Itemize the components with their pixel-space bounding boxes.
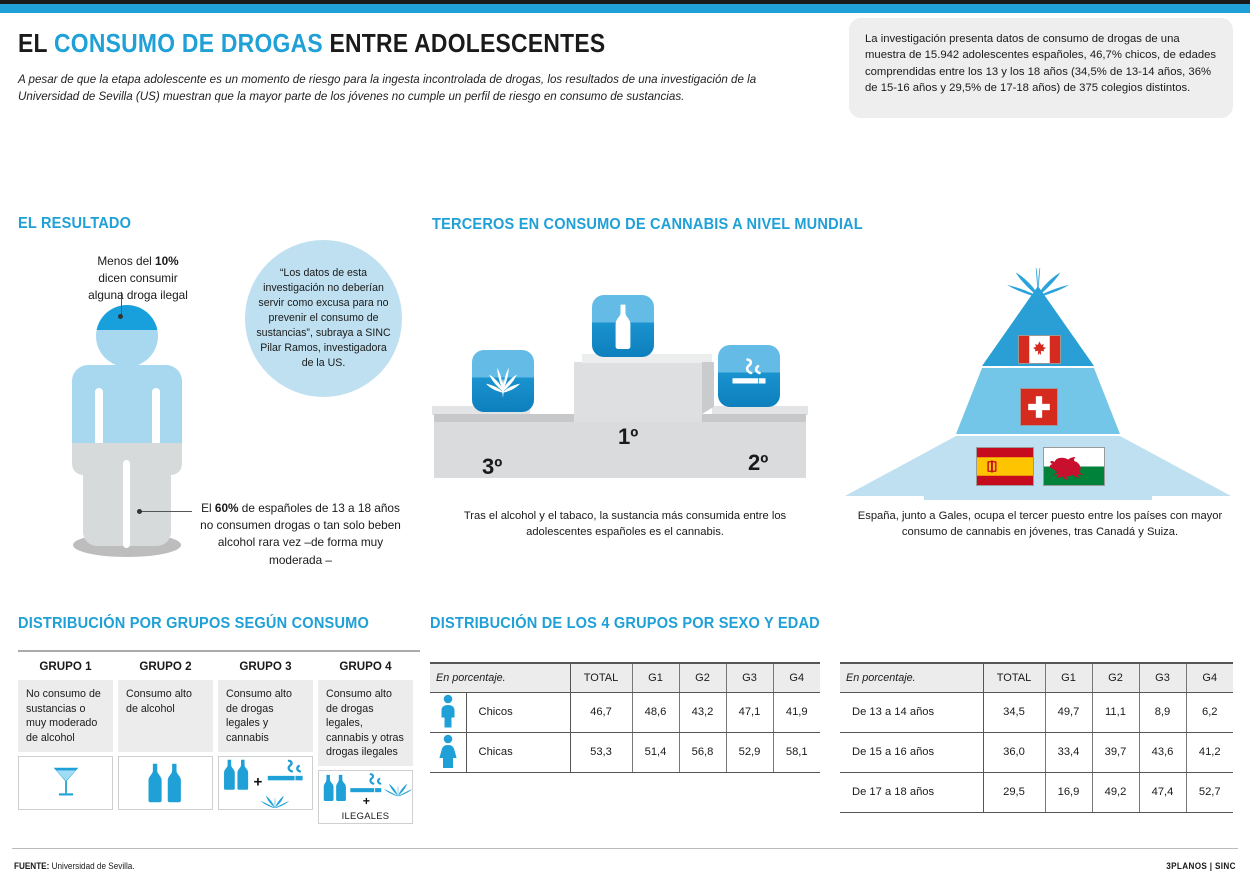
page-subtitle: A pesar de que la etapa adolescente es un momento de riesgo para la ingesta incontrolada de drogas, los resultados de una investigación de la Universidad de Sevilla (US) muestran que la mayor parte de los jóvenes no cumple un perfil de riesgo en consumo de sustancias. <box>18 73 757 104</box>
table-row <box>430 732 820 772</box>
table-sexo-note: En porcentaje. <box>430 663 570 692</box>
cannabis-leaf-icon <box>472 350 534 412</box>
table-edad-row-2-g3: 47,4 <box>1139 772 1186 812</box>
table-edad-row-1-total: 36,0 <box>983 732 1045 772</box>
pyramid-shape <box>840 268 1236 500</box>
cigarette-icon <box>267 761 302 781</box>
grupo-1-head: GRUPO 1 <box>39 659 92 673</box>
cannabis-leaf-icon <box>384 784 412 797</box>
caption-top-line1: Menos del <box>97 254 156 268</box>
table-sexo-row-0-g3: 47,1 <box>726 692 773 732</box>
wales-flag <box>1043 447 1105 486</box>
table-edad-row-0-g4: 6,2 <box>1186 692 1233 732</box>
table-edad-row-1-g4: 41,2 <box>1186 732 1233 772</box>
header <box>18 28 818 106</box>
caption-top-line2: dicen consumir <box>98 271 178 286</box>
grupo-column-2 <box>118 652 213 824</box>
canada-flag <box>1018 335 1061 364</box>
table-edad-col-g1: G1 <box>1045 663 1092 692</box>
section-heading-terceros: TERCEROS EN CONSUMO DE CANNABIS A NIVEL MUNDIAL <box>432 216 863 233</box>
podium-caption: Tras el alcohol y el tabaco, la sustancia más consumida entre los adolescentes españoles es el cannabis. <box>463 510 787 539</box>
spain-flag <box>976 447 1034 486</box>
table-sexo-row-1-g4: 58,1 <box>773 732 820 772</box>
figure-leg-gap <box>123 460 130 548</box>
table-sexo-row-0-g4: 41,9 <box>773 692 820 732</box>
table-sexo-header-row <box>430 663 820 692</box>
grupo-3-desc: Consumo alto de drogas legales y cannabis <box>218 680 313 752</box>
male-icon <box>430 692 466 732</box>
table-sexo <box>430 662 820 773</box>
section-heading-grupos: DISTRIBUCIÓN POR GRUPOS SEGÚN CONSUMO <box>18 615 370 632</box>
footer-brand: 3PLANOS | SINC <box>1166 861 1236 872</box>
caption-bottom-bold: 60% <box>214 501 239 515</box>
grupo-3-icons <box>218 756 313 810</box>
table-sexo-col-g3: G3 <box>726 663 773 692</box>
caption-top-line3: alguna droga ilegal <box>88 288 188 303</box>
table-row <box>840 692 1233 732</box>
table-edad-row-2-g1: 16,9 <box>1045 772 1092 812</box>
podium-rank-2: 2º <box>748 450 769 475</box>
footer-divider <box>12 848 1238 849</box>
footer-source-label: FUENTE: <box>14 861 50 872</box>
table-sexo-row-1-total: 53,3 <box>570 732 632 772</box>
caption-no-drugs <box>193 500 408 569</box>
caption-top-bold: 10% <box>155 254 179 268</box>
caption-bottom-pre: El <box>201 501 215 515</box>
page-title <box>18 28 722 59</box>
table-sexo-row-0-g2: 43,2 <box>679 692 726 732</box>
bottle-icon <box>592 295 654 357</box>
table-sexo-row-1-g1: 51,4 <box>632 732 679 772</box>
table-sexo-row-0-label: Chicos <box>466 692 570 732</box>
figure-head-bottom-segment <box>96 330 158 367</box>
leader-dot-bottom <box>137 509 142 514</box>
table-sexo-row-1-label: Chicas <box>466 732 570 772</box>
table-edad-row-2-g4: 52,7 <box>1186 772 1233 812</box>
table-edad-row-0-label: De 13 a 14 años <box>840 692 983 732</box>
table-edad-row-2-label: De 17 a 18 años <box>840 772 983 812</box>
table-edad-col-g2: G2 <box>1092 663 1139 692</box>
female-icon <box>430 732 466 772</box>
podium-rank-1: 1º <box>618 424 639 449</box>
figure-torso <box>72 365 182 443</box>
pyramid-chart <box>840 268 1236 498</box>
table-edad-row-1-g2: 39,7 <box>1092 732 1139 772</box>
grupo-2-desc: Consumo alto de alcohol <box>118 680 213 752</box>
figure-head-top-segment <box>96 305 158 330</box>
bottle-icon <box>324 775 346 801</box>
grupo-2-head: GRUPO 2 <box>139 659 192 673</box>
grupo-column-3 <box>218 652 313 824</box>
cannabis-leaf-icon <box>260 796 289 808</box>
table-sexo-row-0-total: 46,7 <box>570 692 632 732</box>
bottle-pair-icon <box>143 762 189 804</box>
top-blue-bar <box>0 4 1250 13</box>
podium-step-1-side <box>702 362 714 414</box>
table-row <box>430 692 820 732</box>
table-sexo-col-g4: G4 <box>773 663 820 692</box>
figure-arm-gap-left <box>95 388 103 446</box>
podium-rank-3: 3º <box>482 454 503 479</box>
grupo-4-icon-group <box>322 773 414 805</box>
cigarette-icon <box>350 774 381 792</box>
pyramid-caption: España, junto a Gales, ocupa el tercer puesto entre los países con mayor consumo de cannabis en jóvenes, tras Canadá y Suiza. <box>857 510 1223 539</box>
table-edad <box>840 662 1233 813</box>
podium-chart <box>430 240 820 500</box>
table-edad-col-g4: G4 <box>1186 663 1233 692</box>
title-part-accent: CONSUMO DE DROGAS <box>53 28 323 58</box>
plus-sign: + <box>253 773 262 791</box>
caption-illegal-drugs <box>58 253 218 304</box>
leader-dot-top <box>118 314 123 319</box>
leader-line-bottom <box>140 511 192 512</box>
table-edad-header-row <box>840 663 1233 692</box>
caption-bottom-post: de españoles de 13 a 18 años no consumen drogas o tan solo beben alcohol rara vez –de forma muy moderada – <box>200 501 401 567</box>
grupo-column-4 <box>318 652 413 824</box>
grupo-4-footer-label: ILEGALES <box>341 809 390 821</box>
grupo-3-icon-group <box>221 758 311 808</box>
grupo-column-1 <box>18 652 113 824</box>
table-edad-row-2-g2: 49,2 <box>1092 772 1139 812</box>
section-heading-resultado: EL RESULTADO <box>18 215 132 232</box>
person-figure-icon <box>60 305 195 555</box>
table-edad-note: En porcentaje. <box>840 663 983 692</box>
podium-step-1 <box>574 362 702 422</box>
table-edad-col-g3: G3 <box>1139 663 1186 692</box>
table-row <box>840 732 1233 772</box>
figure-head <box>96 305 158 367</box>
table-edad-row-2-total: 29,5 <box>983 772 1045 812</box>
table-edad-col-total: TOTAL <box>983 663 1045 692</box>
grupo-4-desc: Consumo alto de drogas legales, cannabis y otras drogas ilegales <box>318 680 413 766</box>
figure-arm-gap-right <box>152 388 160 446</box>
table-sexo-row-1-g2: 56,8 <box>679 732 726 772</box>
table-sexo-row-0-g1: 48,6 <box>632 692 679 732</box>
grupo-4-icons <box>318 770 413 824</box>
table-edad-row-0-g2: 11,1 <box>1092 692 1139 732</box>
grupos-columns <box>18 652 413 824</box>
table-sexo-row-1-g3: 52,9 <box>726 732 773 772</box>
section-heading-sexo-edad: DISTRIBUCIÓN DE LOS 4 GRUPOS POR SEXO Y EDAD <box>430 615 820 632</box>
table-sexo-col-total: TOTAL <box>570 663 632 692</box>
grupo-2-icons <box>118 756 213 810</box>
switzerland-flag <box>1020 388 1058 426</box>
table-edad-row-0-total: 34,5 <box>983 692 1045 732</box>
study-info-text: La investigación presenta datos de consumo de drogas de una muestra de 15.942 adolescentes españoles, 46,7% chicos, de edades comprendidas entre los 13 y los 18 años (34,5% de 13-14 años, 36% de 15-16 años y 29,5% de 17-18 años) de 375 colegios distintos. <box>865 33 1217 95</box>
quote-text: “Los datos de esta investigación no deberían servir como excusa para no prevenir el consumo de sustancias”, subraya a SINC Pilar Ramos, investigadora de la US. <box>256 266 391 370</box>
cocktail-glass-icon <box>51 763 81 804</box>
footer-source <box>14 861 135 872</box>
grupo-1-desc: No consumo de sustancias o muy moderado de alcohol <box>18 680 113 752</box>
table-edad-row-0-g3: 8,9 <box>1139 692 1186 732</box>
grupo-3-head: GRUPO 3 <box>239 659 292 673</box>
cigarette-icon <box>718 345 780 407</box>
grupo-4-head: GRUPO 4 <box>339 659 392 673</box>
table-sexo-col-g2: G2 <box>679 663 726 692</box>
title-part-post: ENTRE ADOLESCENTES <box>322 28 606 58</box>
table-edad-row-0-g1: 49,7 <box>1045 692 1092 732</box>
quote-bubble <box>245 240 402 397</box>
title-part-pre: EL <box>18 28 54 58</box>
study-info-box <box>849 18 1233 118</box>
table-edad-row-1-label: De 15 a 16 años <box>840 732 983 772</box>
plus-sign: + <box>362 793 370 805</box>
footer-source-text: Universidad de Sevilla. <box>49 861 135 872</box>
table-edad-row-1-g3: 43,6 <box>1139 732 1186 772</box>
table-edad-row-1-g1: 33,4 <box>1045 732 1092 772</box>
grupo-1-icons <box>18 756 113 810</box>
table-sexo-col-g1: G1 <box>632 663 679 692</box>
bottle-icon <box>224 760 248 790</box>
table-row <box>840 772 1233 812</box>
